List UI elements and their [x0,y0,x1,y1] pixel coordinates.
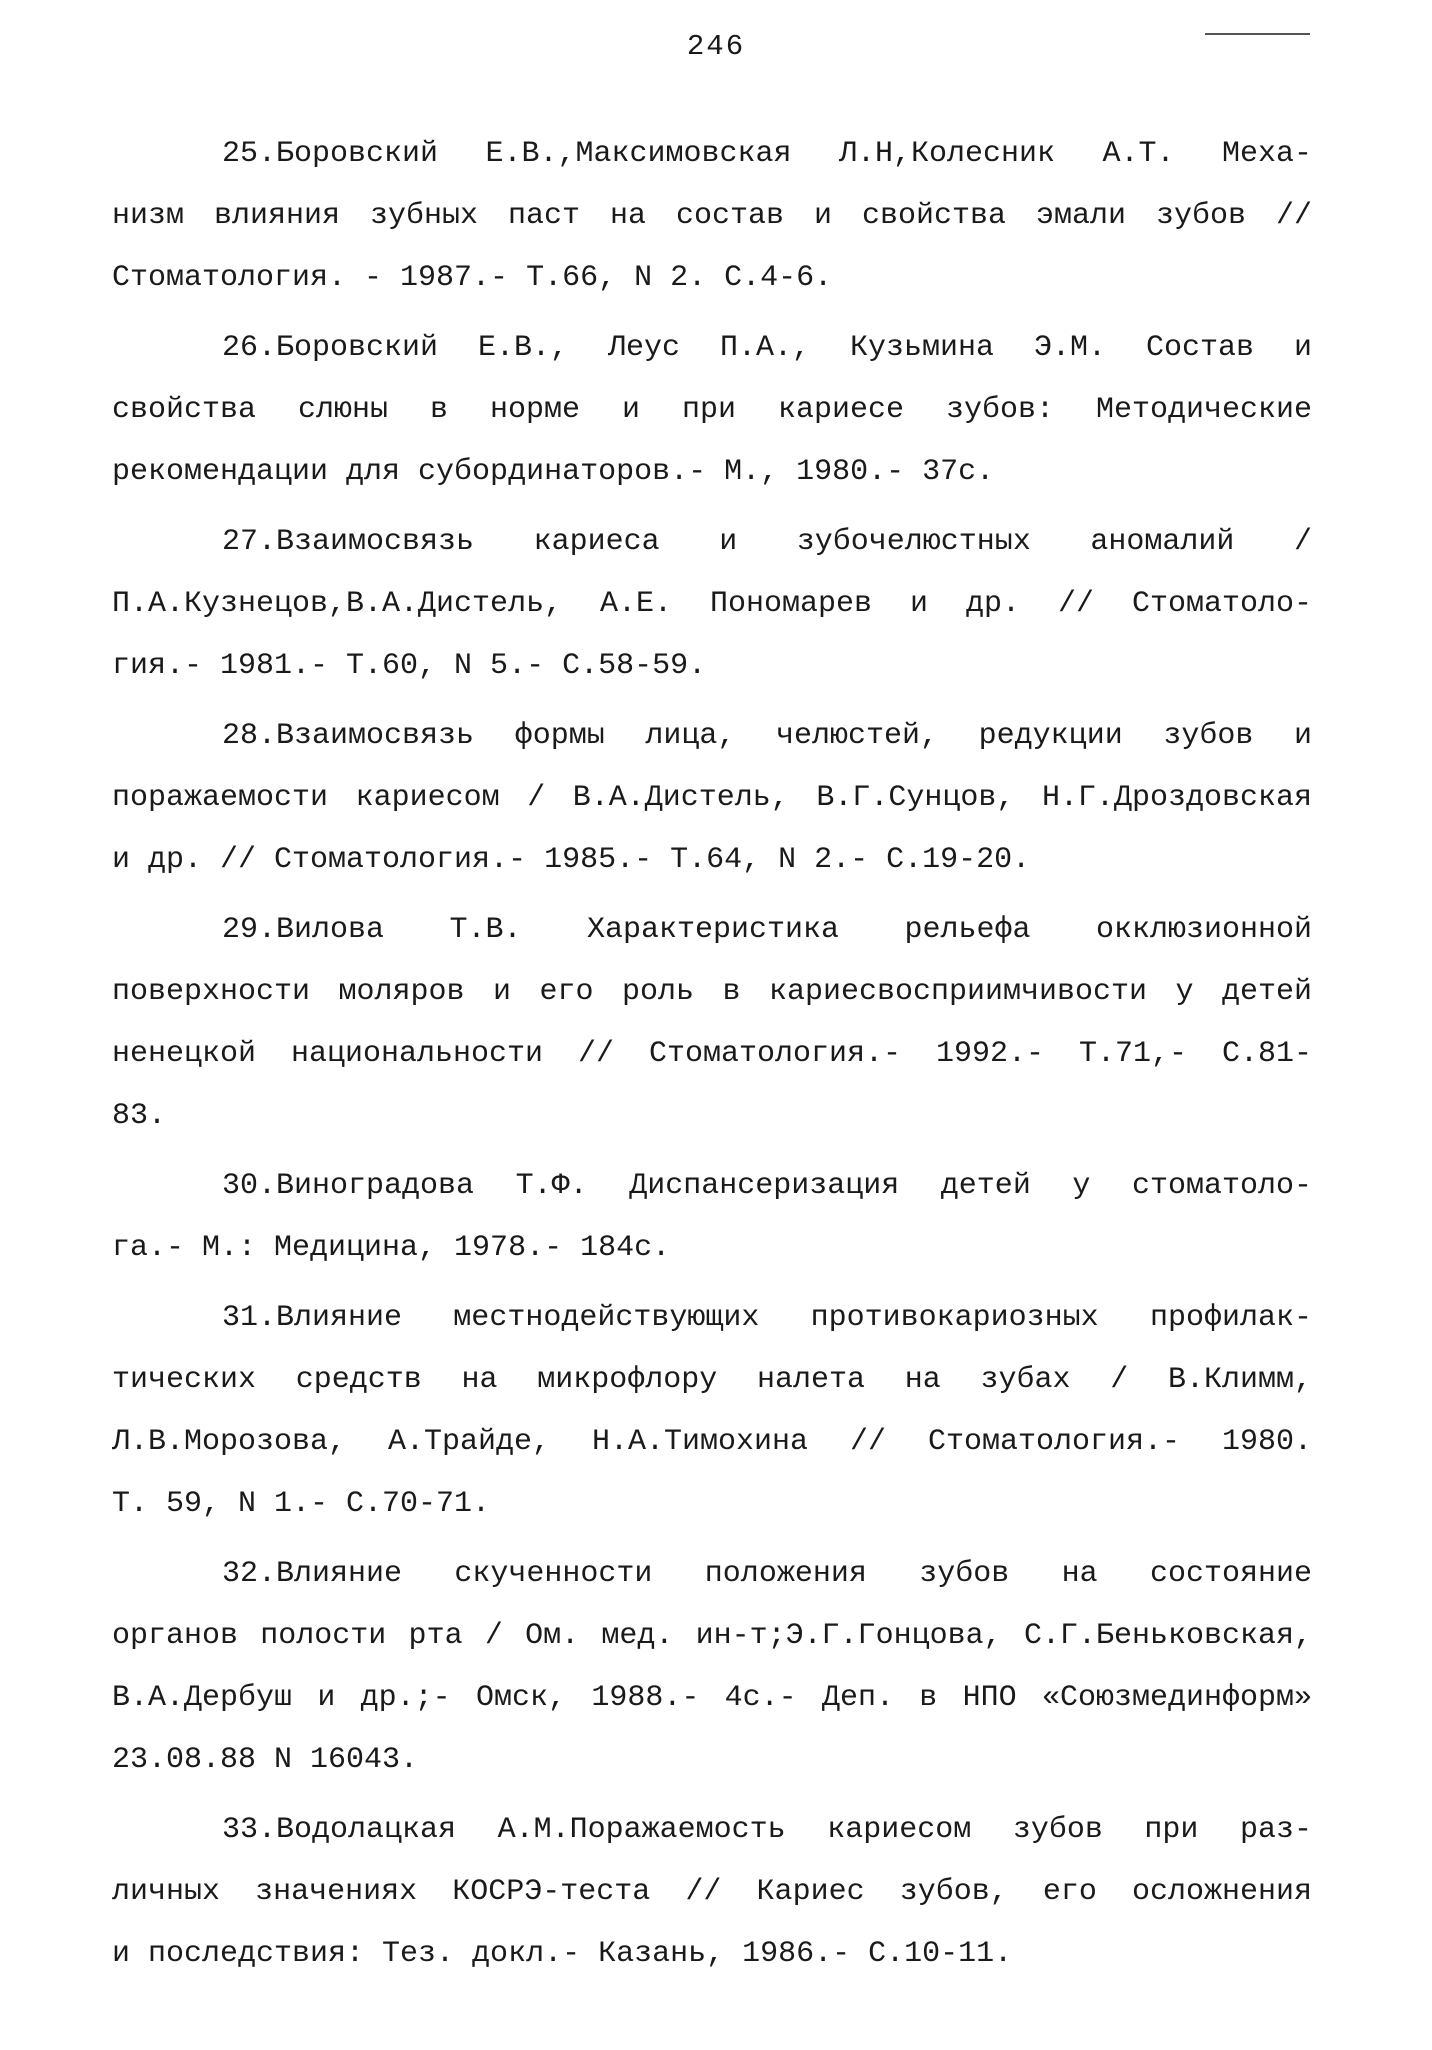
reference-line: низм влияния зубных паст на состав и свойства эмали зубов // [112,199,1312,233]
reference-list [112,123,1312,1993]
reference-line: 31.Влияние местнодействующих противокариозных профилак- [222,1301,1312,1335]
reference-line: личных значениях КОСРЭ-теста // Кариес зубов, его осложнения [112,1875,1312,1909]
reference-line: гия.- 1981.- Т.60, N 5.- С.58-59. [112,649,707,683]
reference-line: и последствия: Тез. докл.- Казань, 1986.- С.10-11. [112,1937,1013,1971]
reference-line: рекомендации для субординаторов.- М., 1980.- 37с. [112,455,995,489]
reference-line: 30.Виноградова Т.Ф. Диспансеризация детей у стоматоло- [222,1169,1312,1203]
reference-line: Стоматология. - 1987.- Т.66, N 2. С.4-6. [112,261,833,295]
reference-item [112,1799,1312,1985]
reference-line: 28.Взаимосвязь формы лица, челюстей, редукции зубов и [222,719,1312,753]
reference-line: Т. 59, N 1.- С.70-71. [112,1487,491,1521]
reference-line: га.- М.: Медицина, 1978.- 184с. [112,1231,671,1265]
reference-item [112,123,1312,309]
reference-line: В.А.Дербуш и др.;- Омск, 1988.- 4с.- Деп. в НПО «Союзмединформ» [112,1681,1312,1715]
reference-item [112,1543,1312,1791]
reference-item [112,899,1312,1147]
reference-line: 27.Взаимосвязь кариеса и зубочелюстных аномалий / [222,525,1312,559]
reference-line: П.А.Кузнецов,В.А.Дистель, А.Е. Пономарев и др. // Стоматоло- [112,587,1312,621]
reference-line: свойства слюны в норме и при кариесе зубов: Методические [112,393,1312,427]
reference-line: и др. // Стоматология.- 1985.- Т.64, N 2.- С.19-20. [112,843,1031,877]
reference-line: 33.Водолацкая А.М.Поражаемость кариесом зубов при раз- [222,1813,1312,1847]
reference-line: органов полости рта / Ом. мед. ин-т;Э.Г.Гонцова, С.Г.Беньковская, [112,1619,1312,1653]
reference-line: поверхности моляров и его роль в кариесвосприимчивости у детей [112,975,1312,1009]
reference-line: поражаемости кариесом / В.А.Дистель, В.Г.Сунцов, Н.Г.Дроздовская [112,781,1312,815]
reference-line: 25.Боровский Е.В.,Максимовская Л.Н,Колесник А.Т. Меха- [222,137,1312,171]
reference-line: 23.08.88 N 16043. [112,1743,419,1777]
reference-line: 83. [112,1099,167,1133]
reference-item [112,511,1312,697]
reference-line: 29.Вилова Т.В. Характеристика рельефа окклюзионной [222,913,1312,947]
reference-item [112,1287,1312,1535]
reference-line: 32.Влияние скученности положения зубов на состояние [222,1557,1312,1591]
reference-line: 26.Боровский Е.В., Леус П.А., Кузьмина Э.М. Состав и [222,331,1312,365]
reference-item [112,1155,1312,1279]
reference-item [112,317,1312,503]
reference-line: ненецкой национальности // Стоматология.- 1992.- Т.71,- С.81- [112,1037,1312,1071]
reference-line: тических средств на микрофлору налета на зубах / В.Климм, [112,1363,1312,1397]
reference-line: Л.В.Морозова, А.Трайде, Н.А.Тимохина // Стоматология.- 1980. [112,1425,1312,1459]
page-number: 246 [686,30,746,63]
reference-item [112,705,1312,891]
